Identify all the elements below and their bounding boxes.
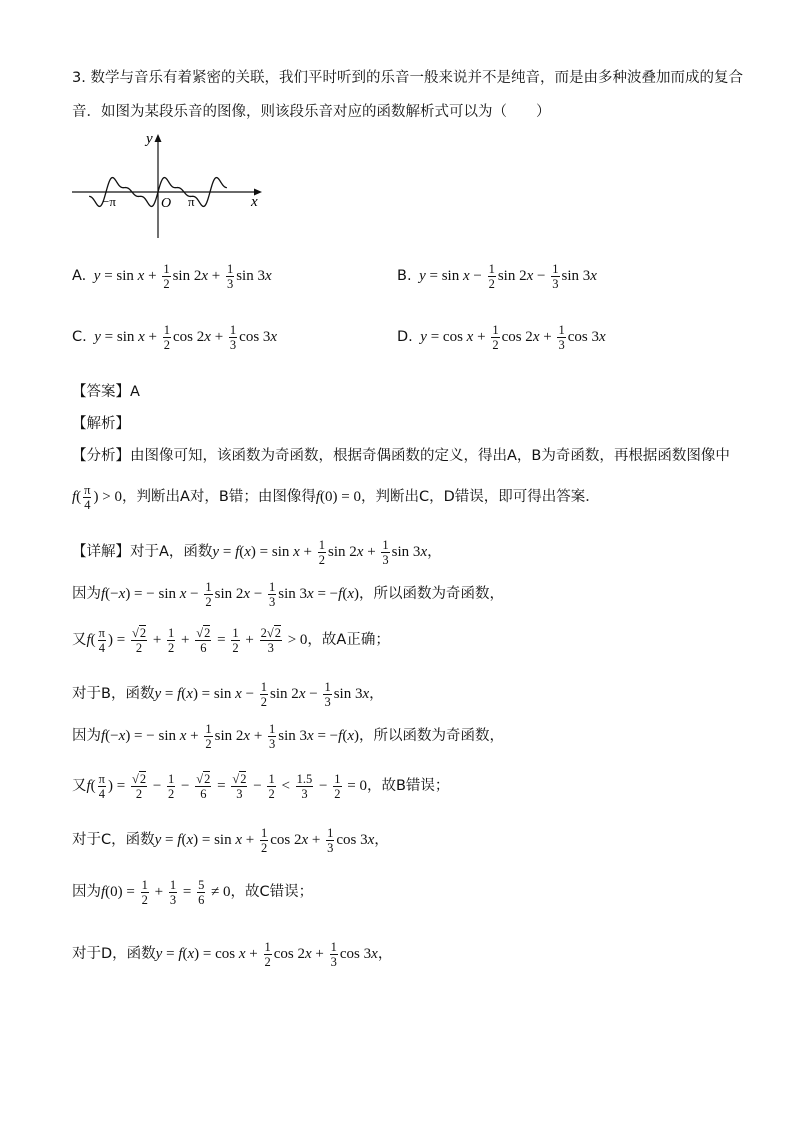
detail-b-label: 对于B，函数 [72, 685, 155, 702]
comma: ， [377, 945, 393, 962]
odd-suffix: ，所以函数为奇函数， [358, 727, 504, 744]
detail-b-value: 又f( $\frac{\pi}{4}$ ) = $\frac{√2}{2}$ − $\frac{1}{2}$ − $\frac{√2}{6}$ = $\frac{√2}{3}$ − $\frac{1}{2}$ < $\frac{1.5}{3}$ − $\frac{1}{2}$ = 0，故B错误； [72, 772, 450, 801]
option-d-letter: D. [397, 328, 413, 345]
y-axis-label: y [146, 131, 153, 147]
detail-a-value: 又f( $\frac{\pi}{4}$ ) = $\frac{√2}{2}$ + $\frac{1}{2}$ + $\frac{√2}{6}$ = $\frac{1}{2}$ + $\frac{2√2}{3}$ > 0，故A正确； [72, 626, 390, 655]
answer-value: A [130, 384, 140, 400]
x-axis-label: x [251, 194, 258, 210]
option-c[interactable]: C. y = sin x + $\frac{1}{2}$ cos 2x + $\frac{1}{3}$ cos 3x [72, 323, 278, 352]
detail-c-value: 因为f(0) = $\frac{1}{2}$ + $\frac{1}{3}$ = $\frac{5}{6}$ ≠ 0，故C错误； [72, 878, 314, 907]
y-axis-arrow [155, 134, 162, 142]
neg-pi-label: −π [102, 194, 116, 209]
detail-a-odd: 因为f(−x) = − sin x − $\frac{1}{2}$ sin 2x − $\frac{1}{3}$ sin 3x = −f(x)，所以函数为奇函数， [72, 580, 504, 609]
origin-label: O [161, 196, 172, 211]
because-label: 因为 [72, 585, 101, 602]
option-b-letter: B. [397, 267, 412, 284]
detail-tag: 【详解】 [72, 543, 130, 560]
odd-suffix: ，所以函数为奇函数， [358, 585, 504, 602]
because-label: 因为 [72, 727, 101, 744]
fenxi-text-2b: ，判断出C，D错误，即可得出答案． [360, 488, 600, 505]
option-b[interactable]: B. y = sin x − $\frac{1}{2}$ sin 2x − $\frac{1}{3}$ sin 3x [397, 262, 597, 291]
again-label: 又 [72, 777, 87, 794]
b-wrong: ，故B错误； [366, 777, 450, 794]
option-a[interactable]: A. y = sin x + $\frac{1}{2}$ sin 2x + $\frac{1}{3}$ sin 3x [72, 262, 272, 291]
fenxi-tag: 【分析】 [72, 448, 130, 464]
fenxi-line-2: f( $\frac{\pi}{4}$ ) > 0，判断出A对，B错；由图像得f(0) = 0，判断出C，D错误，即可得出答案． [72, 483, 600, 512]
detail-b-odd: 因为f(−x) = − sin x + $\frac{1}{2}$ sin 2x + $\frac{1}{3}$ sin 3x = −f(x)，所以函数为奇函数， [72, 722, 504, 751]
question-line-1: 3. 数学与音乐有着紧密的关联，我们平时听到的乐音一般来说并不是纯音，而是由多种波叠加而成的复合 [72, 70, 743, 86]
option-d[interactable]: D. y = cos x + $\frac{1}{2}$ cos 2x + $\frac{1}{3}$ cos 3x [397, 323, 606, 352]
pi-label: π [188, 194, 195, 209]
detail-c-def: 对于C，函数y = f(x) = sin x + $\frac{1}{2}$ cos 2x + $\frac{1}{3}$ cos 3x， [72, 826, 389, 855]
question-line-2: 音．如图为某段乐音的图像，则该段乐音对应的函数解析式可以为（ ） [72, 104, 551, 120]
answer-line [72, 380, 140, 401]
c-wrong: ，故C错误； [230, 883, 314, 900]
detail-a-def: 【详解】对于A，函数y = f(x) = sin x + $\frac{1}{2}$ sin 2x + $\frac{1}{3}$ sin 3x， [72, 538, 442, 567]
analysis-tag: 【解析】 [72, 416, 130, 432]
answer-tag: 【答案】 [72, 384, 130, 400]
detail-d-label: 对于D，函数 [72, 945, 156, 962]
option-a-letter: A. [72, 267, 87, 284]
fenxi-line-1 [72, 444, 730, 465]
comma: ， [374, 831, 389, 848]
detail-b-def: 对于B，函数y = f(x) = sin x − $\frac{1}{2}$ sin 2x − $\frac{1}{3}$ sin 3x， [72, 680, 384, 709]
detail-a-label: 对于A，函数 [130, 543, 213, 560]
again-label: 又 [72, 631, 87, 648]
detail-c-label: 对于C，函数 [72, 831, 155, 848]
comma: ， [369, 685, 384, 702]
fenxi-text-2a: ，判断出A对，B错；由图像得 [121, 488, 316, 505]
a-correct: ，故A正确； [307, 631, 390, 648]
fenxi-text-1: 由图像可知，该函数为奇函数，根据奇偶函数的定义，得出A，B为奇函数，再根据函数图像中 [130, 448, 730, 464]
waveform-graph [70, 128, 270, 240]
option-c-letter: C. [72, 328, 87, 345]
detail-d-def: 对于D，函数y = f(x) = cos x + $\frac{1}{2}$ cos 2x + $\frac{1}{3}$ cos 3x， [72, 940, 393, 969]
because-label: 因为 [72, 883, 101, 900]
comma: ， [427, 543, 442, 560]
